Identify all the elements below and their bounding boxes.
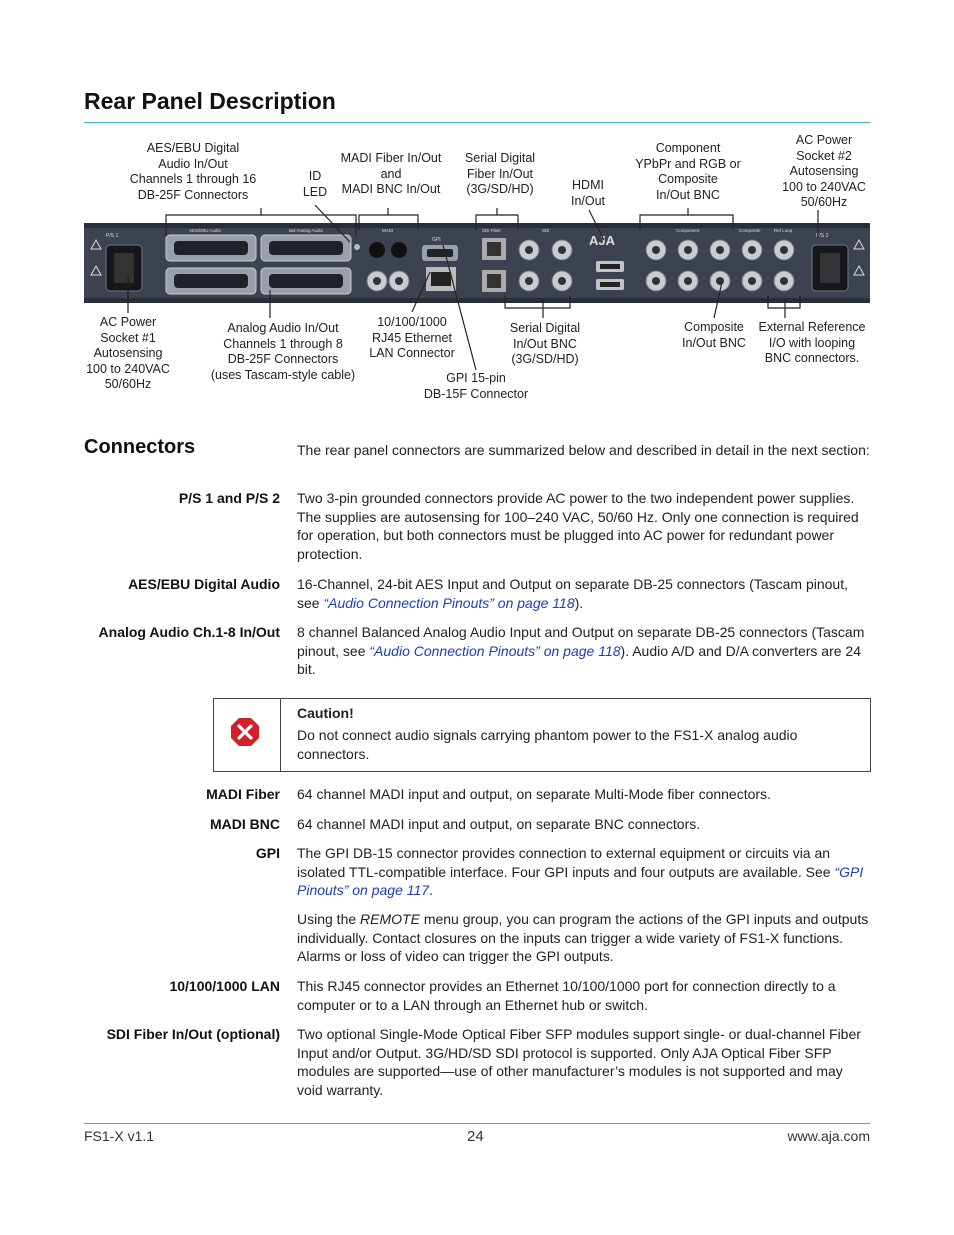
def-gpi-text: The GPI DB-15 connector provides connection to external equipment or circuits via an isolated TTL-compatible interface. Four GPI inputs and four outputs are available. See — [297, 845, 835, 880]
footer-version: FS1-X v1.1 — [84, 1128, 155, 1144]
ps2-panel-text: P/S 2 — [816, 233, 829, 239]
term-madi-fiber: MADI Fiber — [206, 786, 280, 802]
caution-stop-icon — [230, 717, 260, 747]
analog-panel-text: Bal Analog Audio — [289, 228, 324, 233]
label-gpi: GPI 15-pin DB-15F Connector — [423, 371, 529, 401]
sdi-fiber-panel-text: SDI Fiber — [482, 228, 502, 233]
label-hdmi: HDMI In/Out — [570, 178, 606, 208]
gpi-panel-text: GPI — [432, 237, 441, 243]
label-component: Component YPbPr and RGB or Composite In/Out BNC — [635, 141, 741, 202]
term-aes: AES/EBU Digital Audio — [128, 576, 280, 592]
def-sdi-fiber: Two optional Single-Mode Optical Fiber SFP modules support single- or dual-channel Fiber Input and/or Output. 3G/HD/SD SDI protocol is supported. Only AJA Optical Fiber SFP modules are supported—use of other manufacturer’s modules is not supported and may void warranty. — [297, 1026, 861, 1098]
caution-title: Caution! — [297, 705, 354, 721]
page-title: Rear Panel Description — [84, 88, 336, 114]
def-analog-text-end: ). Audio A/D and D/A converters are 24 bit. — [297, 642, 861, 678]
madi-panel-text: MADI — [382, 228, 394, 233]
def-gpi-remote — [297, 910, 871, 966]
def-gpi — [297, 844, 871, 900]
def-lan: This RJ45 connector provides an Ethernet 10/100/1000 port for connection directly to a computer or to a LAN through an Ethernet hub or switch. — [297, 978, 836, 1013]
term-gpi: GPI — [255, 845, 280, 861]
aes-panel-text: AES/EBU Audio — [189, 228, 222, 233]
def-ps: Two 3-pin grounded connectors provide AC power to the two independent power supplies. The supplies are autosensing for 100–240 VAC, 50/60 Hz. Only one connection is required for operation, but both connectors must be plugged into AC power for redundant power protection. — [297, 490, 859, 562]
def-analog-text: 8 channel Balanced Analog Audio Input and Output on separate DB-25 connectors (Tascam pinout, see — [297, 624, 865, 659]
label-ac2: AC Power Socket #2 Autosensing 100 to 240VAC 50/60Hz — [782, 133, 866, 209]
link-audio-pinouts[interactable]: “Audio Connection Pinouts” on page 118 — [323, 594, 575, 611]
label-serial-bnc: Serial Digital In/Out BNC (3G/SD/HD) — [509, 321, 581, 366]
def-aes — [297, 575, 871, 612]
def-analog — [297, 623, 871, 679]
label-aes-ebu: AES/EBU Digital Audio In/Out Channels 1 through 16 DB-25F Connectors — [129, 141, 257, 202]
def-aes-text: 16-Channel, 24-bit AES Input and Output on separate DB-25 connectors (Tascam pinout, see — [297, 576, 848, 611]
def-gpi-remote-text-end: menu group, you can program the actions of the GPI inputs and outputs individually. Contact closures on the inputs can trigger a wide variety of FS1-X functions. Alarms or loss of video can trigger the GPI outputs. — [297, 911, 869, 965]
intro-text: The rear panel connectors are summarized below and described in detail in the next section: — [297, 442, 870, 458]
section-title: Connectors — [84, 436, 196, 458]
def-gpi-text-end: . — [429, 882, 433, 899]
term-lan: 10/100/1000 LAN — [169, 978, 280, 994]
def-madi-fiber: 64 channel MADI input and output, on separate Multi-Mode fiber connectors. — [297, 786, 771, 802]
label-ac1: AC Power Socket #1 Autosensing 100 to 240VAC 50/60Hz — [86, 315, 170, 391]
page-number: 24 — [467, 1128, 484, 1145]
sdi-panel-text: SDI — [542, 228, 550, 233]
footer-rule — [84, 1123, 870, 1124]
label-ext-ref: External Reference I/O with looping BNC connectors. — [758, 320, 866, 365]
footer-url[interactable]: www.aja.com — [787, 1128, 870, 1144]
caution-text: Do not connect audio signals carrying phantom power to the FS1-X analog audio connectors. — [297, 727, 798, 762]
link-gpi-pinouts[interactable]: “GPI Pinouts” on page 117 — [297, 863, 864, 899]
label-serial-fiber: Serial Digital Fiber In/Out (3G/SD/HD) — [464, 151, 536, 196]
term-ps: P/S 1 and P/S 2 — [178, 490, 280, 506]
def-gpi-remote-text: Using the — [297, 911, 361, 927]
ref-loop-panel-text: Ref Loop — [774, 228, 793, 233]
def-aes-text-end: ). — [574, 594, 584, 611]
callout-lines — [0, 0, 954, 420]
composite-panel-text: Composite — [739, 228, 761, 233]
aja-logo: AJA — [589, 233, 616, 248]
label-analog: Analog Audio In/Out Channels 1 through 8 DB-25F Connectors (uses Tascam-style cable) — [210, 321, 356, 382]
ps1-panel-text: P/S 1 — [106, 233, 119, 239]
term-madi-bnc: MADI BNC — [210, 816, 280, 832]
term-analog: Analog Audio Ch.1-8 In/Out — [98, 624, 280, 640]
label-rj45: 10/100/1000 RJ45 Ethernet LAN Connector — [369, 315, 455, 360]
caution-divider — [280, 699, 281, 771]
link-audio-pinouts-2[interactable]: “Audio Connection Pinouts” on page 118 — [369, 642, 621, 659]
remote-menu-name: REMOTE — [360, 911, 420, 927]
def-madi-bnc: 64 channel MADI input and output, on separate BNC connectors. — [297, 816, 701, 832]
term-sdi-fiber: SDI Fiber In/Out (optional) — [106, 1026, 280, 1042]
label-madi: MADI Fiber In/Out and MADI BNC In/Out — [340, 151, 442, 196]
label-id-led: ID LED — [302, 169, 328, 199]
component-panel-text: Component — [676, 228, 700, 233]
label-composite: Composite In/Out BNC — [682, 320, 746, 350]
